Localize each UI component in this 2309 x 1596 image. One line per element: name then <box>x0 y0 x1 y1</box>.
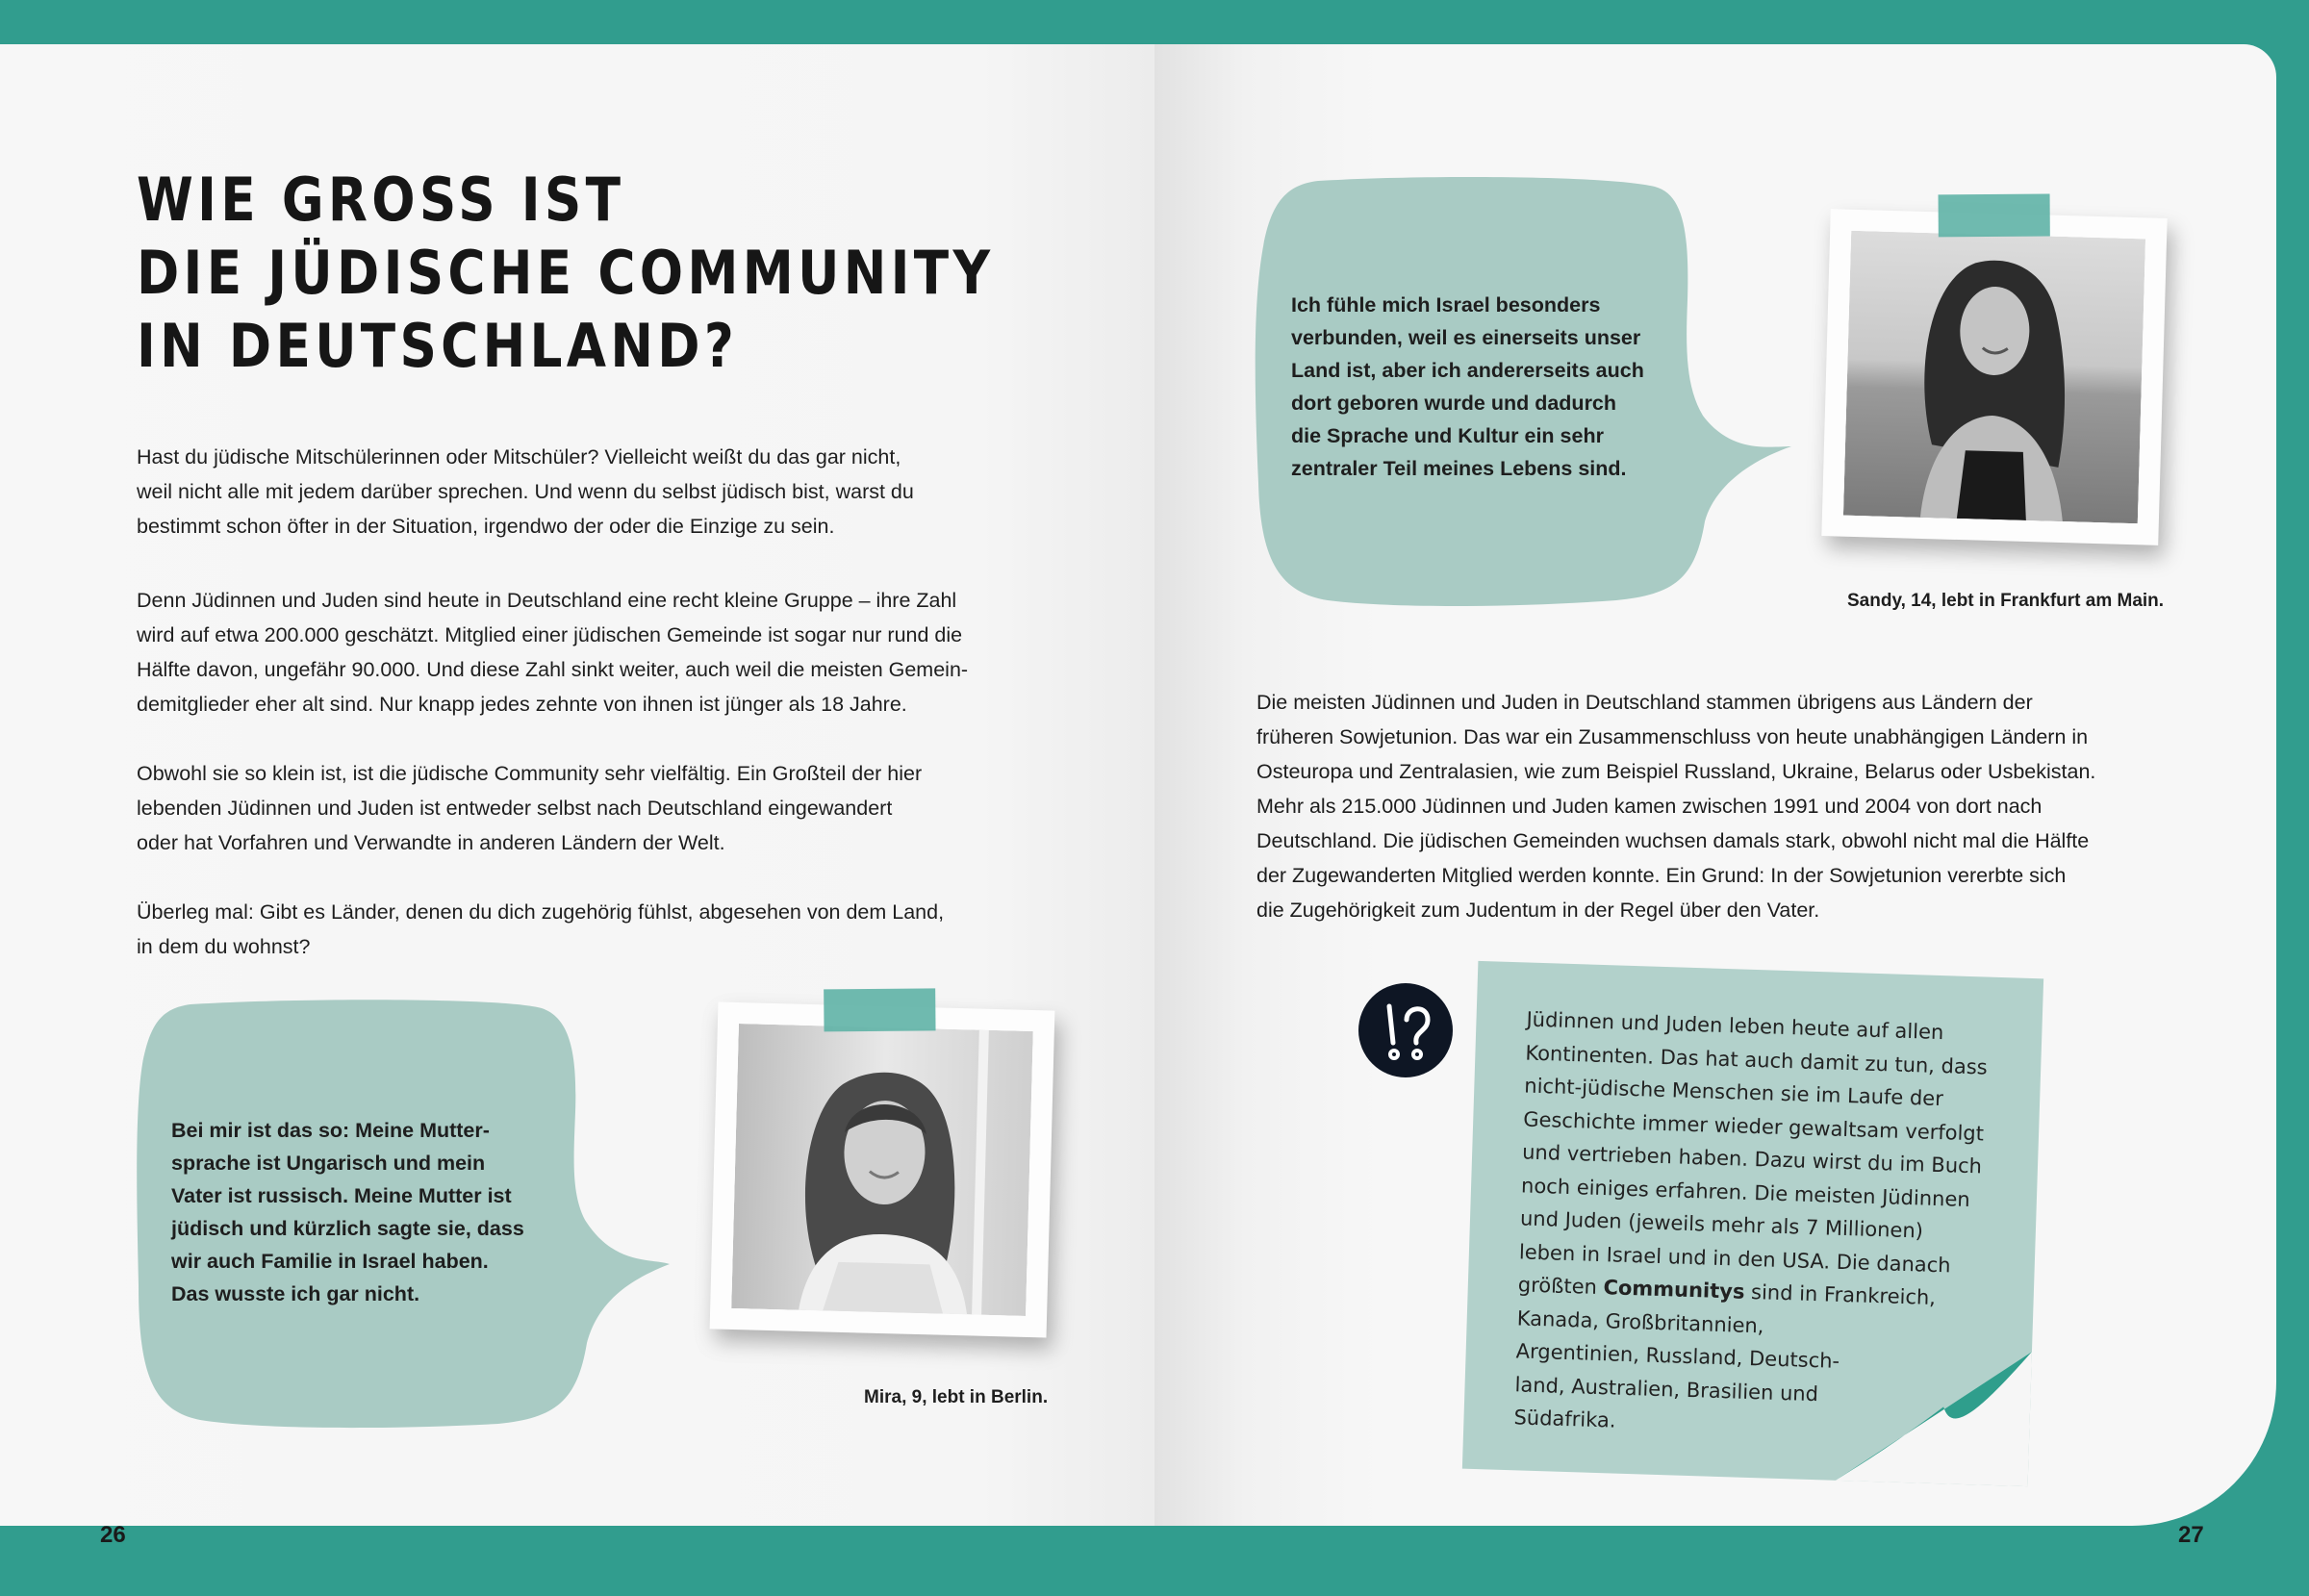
text-line: Die meisten Jüdinnen und Juden in Deutschland stammen übrigens aus Ländern der <box>1256 691 2033 714</box>
text-line: lebenden Jüdinnen und Juden ist entweder selbst nach Deutschland eingewandert <box>137 797 893 820</box>
text-line: Deutschland. Die jüdischen Gemeinden wuchsen damals stark, obwohl nicht mal die Hälfte <box>1256 829 2090 852</box>
info-note <box>1462 961 2043 1486</box>
note-line: und Juden (jeweils mehr als 7 Millionen) <box>1519 1206 1924 1243</box>
text-line: Denn Jüdinnen und Juden sind heute in Deutschland eine recht kleine Gruppe – ihre Zahl <box>137 589 957 612</box>
text-line: weil nicht alle mit jedem darüber sprechen. Und wenn du selbst jüdisch bist, warst du <box>137 480 914 503</box>
photo-mira <box>710 1001 1055 1337</box>
photo-image <box>1843 231 2145 523</box>
quote-line: verbunden, weil es einerseits unser <box>1291 326 1641 349</box>
quote-line: Ich fühle mich Israel besonders <box>1291 293 1601 317</box>
text-line: oder hat Vorfahren und Verwandte in anderen Ländern der Welt. <box>137 831 725 854</box>
quote-text-right <box>1291 289 1644 485</box>
keyword-communitys: Communitys <box>1603 1276 1745 1304</box>
text-line: wird auf etwa 200.000 geschätzt. Mitglied einer jüdischen Gemeinde ist sogar nur rund die <box>137 623 963 646</box>
text-line: der Zugewanderten Mitglied werden konnte. Ein Grund: In der Sowjetunion vererbte sich <box>1256 864 2067 887</box>
note-line: und vertrieben haben. Dazu wirst du im Buch <box>1521 1140 1983 1178</box>
question-exclamation-glyph <box>1358 983 1453 1077</box>
quote-line: sprache ist Ungarisch und mein <box>171 1152 486 1175</box>
quote-line: jüdisch und kürzlich sagte sie, dass <box>171 1217 524 1240</box>
quote-line: die Sprache und Kultur ein sehr <box>1291 424 1604 447</box>
quote-line: Land ist, aber ich andererseits auch <box>1291 359 1644 382</box>
portrait-image <box>731 1024 1033 1316</box>
note-line: nicht-jüdische Menschen sie im Laufe der <box>1524 1074 1944 1111</box>
text-line: Überleg mal: Gibt es Länder, denen du dich zugehörig fühlst, abgesehen von dem Land, <box>137 900 945 924</box>
note-line: land, Australien, Brasilien und <box>1514 1372 1819 1406</box>
tape-strip <box>1939 194 2050 238</box>
quote-line: Das wusste ich gar nicht. <box>171 1282 420 1305</box>
text-line: Hälfte davon, ungefähr 90.000. Und diese Zahl sinkt weiter, auch weil die meisten Gemein- <box>137 658 969 681</box>
text-line: die Zugehörigkeit zum Judentum in der Regel über den Vater. <box>1256 899 1820 922</box>
caption-mira: Mira, 9, lebt in Berlin. <box>864 1387 1049 1407</box>
quote-line: Bei mir ist das so: Meine Mutter- <box>171 1119 490 1142</box>
photo-sandy <box>1821 209 2167 545</box>
paragraph-4 <box>137 895 1060 964</box>
text-line: demitglieder eher alt sind. Nur knapp jedes zehnte von ihnen ist jünger als 18 Jahre. <box>137 693 907 716</box>
quote-line: dort geboren wurde und dadurch <box>1291 392 1617 415</box>
note-line: Jüdinnen und Juden leben heute auf allen <box>1526 1007 1944 1045</box>
note-line: leben in Israel und in den USA. Die danach <box>1518 1239 1951 1277</box>
note-text-post: sind in Frankreich, <box>1750 1279 1937 1309</box>
title-line: IN DEUTSCHLAND? <box>137 311 739 381</box>
page-number-right: 27 <box>2178 1522 2204 1548</box>
text-line: Obwohl sie so klein ist, ist die jüdische Community sehr vielfältig. Ein Großteil der hier <box>137 762 923 785</box>
tape-strip <box>824 988 935 1031</box>
page-number-left: 26 <box>100 1522 126 1548</box>
note-line: Kanada, Großbritannien, <box>1516 1305 1764 1337</box>
title-line: DIE JÜDISCHE COMMUNITY <box>137 238 995 308</box>
quote-line: wir auch Familie in Israel haben. <box>171 1250 489 1273</box>
text-line: früheren Sowjetunion. Das war ein Zusammenschluss von heute unabhängigen Ländern in <box>1256 725 2089 748</box>
page-title <box>137 164 1134 383</box>
paragraph-2 <box>137 583 1060 722</box>
paragraph-3 <box>137 756 1060 860</box>
quote-line: zentraler Teil meines Lebens sind. <box>1291 457 1627 480</box>
question-exclamation-icon <box>1358 983 1453 1077</box>
portrait-image <box>1843 231 2145 523</box>
note-line: Geschichte immer wieder gewaltsam verfolgt <box>1522 1106 1985 1145</box>
photo-image <box>731 1024 1033 1316</box>
text-line: in dem du wohnst? <box>137 935 311 958</box>
text-line: Mehr als 215.000 Jüdinnen und Juden kamen zwischen 1991 und 2004 von dort nach <box>1256 795 2043 818</box>
title-line: WIE GROSS IST <box>137 165 625 235</box>
caption-sandy: Sandy, 14, lebt in Frankfurt am Main. <box>1847 591 2165 611</box>
text-line: Hast du jüdische Mitschülerinnen oder Mitschüler? Vielleicht weißt du das gar nicht, <box>137 445 901 469</box>
quote-text-left <box>171 1114 524 1310</box>
text-line: bestimmt schon öfter in der Situation, irgendwo der oder die Einzige zu sein. <box>137 515 835 538</box>
note-line: Argentinien, Russland, Deutsch- <box>1515 1339 1840 1373</box>
paragraph-1 <box>137 440 1060 544</box>
note-line: noch einiges erfahren. Die meisten Jüdinnen <box>1520 1173 1971 1211</box>
text-line: Osteuropa und Zentralasien, wie zum Beispiel Russland, Ukraine, Belarus oder Usbekistan. <box>1256 760 2096 783</box>
note-text-pre: größten <box>1517 1273 1598 1299</box>
paragraph-right <box>1256 685 2199 927</box>
page-curl <box>1836 1346 2032 1486</box>
quote-line: Vater ist russisch. Meine Mutter ist <box>171 1184 512 1207</box>
note-line: Südafrika. <box>1513 1406 1616 1432</box>
note-line: Kontinenten. Das hat auch damit zu tun, dass <box>1525 1040 1989 1079</box>
